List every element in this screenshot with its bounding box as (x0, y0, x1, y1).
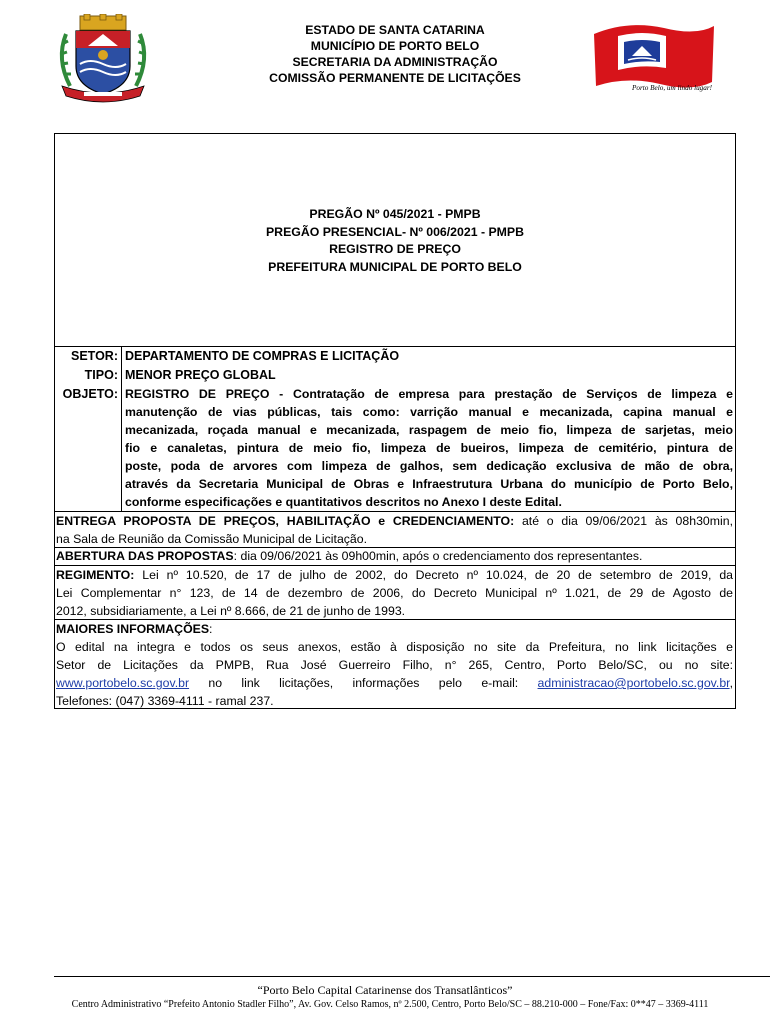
maiores-line-mid: no link licitações, informações pelo e-mail: (189, 676, 538, 690)
site-link[interactable]: www.portobelo.sc.gov.br (56, 676, 190, 690)
telefones: Telefones: (047) 3369-4111 - ramal 237. (56, 694, 274, 708)
flag-slogan: Porto Belo, um lindo lugar! (632, 84, 713, 92)
coat-of-arms-icon (48, 14, 158, 104)
objeto-line: através da Secretaria Municipal de Obras e Infraestrutura Urbana do município de Porto Belo, (125, 477, 733, 491)
header-state: ESTADO DE SANTA CATARINA (305, 23, 485, 37)
abertura-label: ABERTURA DAS PROPOSTAS (56, 549, 234, 563)
maiores-line-end: , (729, 676, 733, 690)
abertura-text: : dia 09/06/2021 às 09h00min, após o credenciamento dos representantes. (233, 549, 643, 563)
regimento-label: REGIMENTO: (56, 568, 135, 582)
header-secretariat: SECRETARIA DA ADMINISTRAÇÃO (292, 55, 498, 69)
prefeitura-name: PREFEITURA MUNICIPAL DE PORTO BELO (268, 259, 522, 274)
regimento-line: 2012, subsidiariamente, a Lei nº 8.666, de 21 de junho de 1993. (56, 604, 406, 618)
footer-address: Centro Administrativo “Prefeito Antonio Stadler Filho”, Av. Gov. Celso Ramos, nº 2.500, Centro, Porto Belo/SC – 88.210-000 – Fone/Fax: 0**47 – 3369-4111 (71, 999, 709, 1010)
divider-top (54, 346, 736, 347)
abertura-section (56, 547, 733, 565)
entrega-location: na Sala de Reunião da Comissão Municipal de Licitação. (56, 532, 368, 546)
objeto-label: OBJETO: (62, 387, 118, 401)
header-commission: COMISSÃO PERMANENTE DE LICITAÇÕES (269, 71, 521, 85)
tipo-label: TIPO: (84, 368, 118, 382)
footer-divider (54, 976, 770, 977)
header-titles (200, 22, 590, 86)
setor-value: DEPARTAMENTO DE COMPRAS E LICITAÇÃO (125, 349, 400, 363)
entrega-date: até o dia 09/06/2021 às 08h30min, (514, 514, 733, 528)
objeto-line: poste, poda de arvores com limpeza de galhos, sem dedicação exclusiva de mão de obra, (125, 459, 733, 473)
pregao-number: PREGÃO Nº 045/2021 - PMPB (309, 207, 481, 221)
maiores-informacoes-section (56, 620, 733, 710)
objeto-line: conforme especificações e quantitativos descritos no Anexo I deste Edital. (125, 495, 562, 509)
maiores-colon: : (209, 622, 213, 636)
entrega-label: ENTREGA PROPOSTA DE PREÇOS, HABILITAÇÃO e CREDENCIAMENTO: (56, 514, 515, 528)
porto-belo-flag-icon (588, 22, 718, 98)
footer-slogan: “Porto Belo Capital Catarinense dos Transatlânticos” (257, 983, 513, 997)
pregao-presencial: PREGÃO PRESENCIAL- Nº 006/2021 - PMPB (265, 224, 524, 239)
objeto-line: fio e canaletas, pintura de meio fio, limpeza de bueiros, limpeza de cemitério, pintura de (125, 441, 733, 455)
objeto-line: manutenção de vias públicas, tais como: varrição manual e mecanizada, capina manual e (125, 405, 733, 419)
objeto-line: mecanizada, roçada manual e mecanizada, raspagem de meio fio, limpeza de sarjetas, meio (125, 423, 733, 437)
entrega-section (56, 512, 733, 548)
header-municipality: MUNICÍPIO DE PORTO BELO (310, 39, 480, 53)
label-column-divider (121, 346, 122, 511)
objeto-text (125, 385, 733, 511)
regimento-line: Lei Complementar n° 123, de 14 de dezembro de 2006, do Decreto Municipal nº 1.021, de 29 de Agosto de (56, 586, 733, 600)
email-link[interactable]: administracao@portobelo.sc.gov.br (537, 676, 730, 690)
setor-label: SETOR: (71, 349, 118, 363)
tipo-value: MENOR PREÇO GLOBAL (125, 368, 276, 382)
maiores-line: Setor de Licitações da PMPB, Rua José Guerreiro Filho, n° 265, Centro, Porto Belo/SC, ou no site: (56, 658, 733, 672)
objeto-line: REGISTRO DE PREÇO - Contratação de empresa para prestação de Serviços de limpeza e (125, 387, 733, 401)
pregao-title-block (54, 206, 736, 276)
maiores-line: O edital na integra e todos os seus anexos, estão à disposição no site da Prefeitura, no link licitações e (56, 640, 733, 654)
regimento-section (56, 566, 733, 620)
maiores-label: MAIORES INFORMAÇÕES (56, 622, 210, 636)
registro-de-preco: REGISTRO DE PREÇO (329, 242, 461, 256)
regimento-line: Lei nº 10.520, de 17 de julho de 2002, do Decreto nº 10.024, de 20 de setembro de 2019, da (134, 568, 733, 582)
